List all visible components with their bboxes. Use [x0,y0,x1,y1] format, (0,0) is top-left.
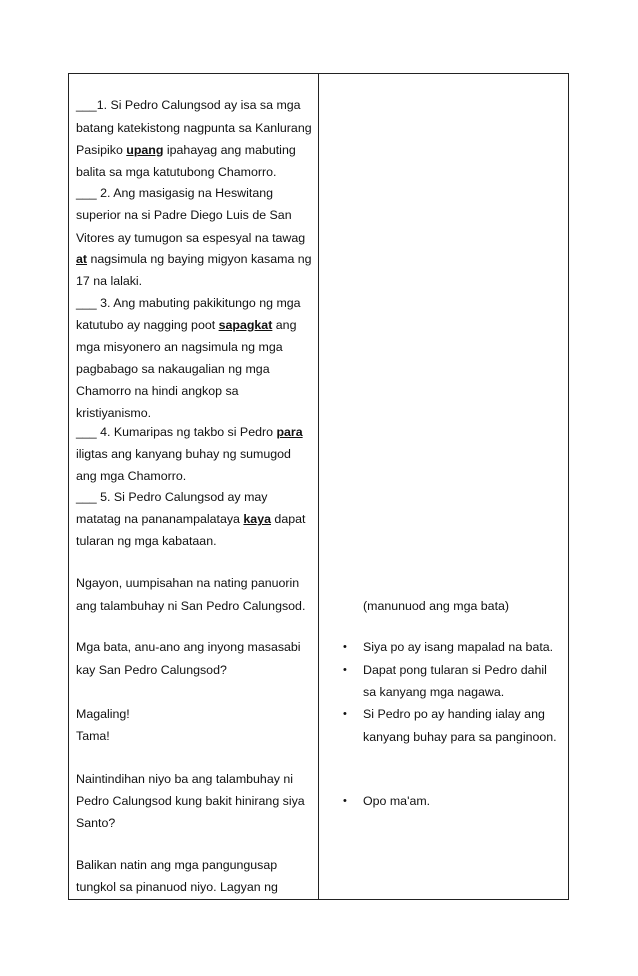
bullet-icon: • [343,708,347,720]
q2-line-2: superior na si Padre Diego Luis de San [76,208,292,222]
bullet-icon: • [343,641,347,653]
p2-line-2: kay San Pedro Calungsod? [76,663,227,677]
column-divider [318,73,319,900]
q5-line-2: matatag na pananampalataya kaya dapat [76,512,306,526]
q1-line-4: balita sa mga katutubong Chamorro. [76,165,277,179]
bullet-icon: • [343,664,347,676]
keyword-para: para [276,425,303,439]
answer-3-line-1: Si Pedro po ay handing ialay ang [363,707,545,721]
keyword-sapagkat: sapagkat [218,318,273,332]
p5-line-1: Balikan natin ang mga pangungusap [76,858,278,872]
q3-line-5: Chamorro na hindi angkop sa [76,384,239,398]
q5-line-3: tularan ng mga kabataan. [76,534,217,548]
q5-line-1: ___ 5. Si Pedro Calungsod ay may [76,490,268,504]
answer-3-line-2: kanyang buhay para sa panginoon. [363,730,557,744]
q3-line-3: mga misyonero an nagsimula ng mga [76,340,283,354]
answer-1: Siya po ay isang mapalad na bata. [363,640,554,654]
p1-line-1: Ngayon, uumpisahan na nating panuorin [76,576,300,590]
q1-line-1: ___1. Si Pedro Calungsod ay isa sa mga [76,98,301,112]
q1-line-2: batang katekistong nagpunta sa Kanlurang [76,121,312,135]
p4-line-3: Santo? [76,816,116,830]
q3-line-1: ___ 3. Ang mabuting pakikitungo ng mga [76,296,301,310]
q2-line-3: Vitores ay tumugon sa espesyal na tawag [76,231,306,245]
answer-2-line-2: sa kanyang mga nagawa. [363,685,505,699]
p3-line-2: Tama! [76,729,110,743]
keyword-at: at [76,252,88,266]
q2-line-5: 17 na lalaki. [76,274,143,288]
p2-line-1: Mga bata, anu-ano ang inyong masasabi [76,640,301,654]
q4-line-2: iligtas ang kanyang buhay ng sumugod [76,447,291,461]
q3-line-4: pagbabago sa nakaugalian ng mga [76,362,270,376]
q1-line-3: Pasipiko upang ipahayag ang mabuting [76,143,296,157]
q4-line-3: ang mga Chamorro. [76,469,187,483]
p3-line-1: Magaling! [76,707,130,721]
q3-line-6: kristiyanismo. [76,406,152,420]
answer-4: Opo ma'am. [363,794,431,808]
p4-line-1: Naintindihan niyo ba ang talambuhay ni [76,772,293,786]
keyword-upang: upang [126,143,164,157]
q3-line-2: katutubo ay nagging poot sapagkat ang [76,318,297,332]
answer-2-line-1: Dapat pong tularan si Pedro dahil [363,663,547,677]
p5-line-2: tungkol sa pinanuod niyo. Lagyan ng [76,880,278,894]
student-response-watch: (manunuod ang mga bata) [363,599,510,613]
keyword-kaya: kaya [243,512,271,526]
q4-line-1: ___ 4. Kumaripas ng takbo si Pedro para [76,425,303,439]
bullet-icon: • [343,795,347,807]
q2-line-1: ___ 2. Ang masigasig na Heswitang [76,186,273,200]
p4-line-2: Pedro Calungsod kung bakit hinirang siya [76,794,305,808]
q2-line-4: at nagsimula ng baying migyon kasama ng [76,252,312,266]
p1-line-2: ang talambuhay ni San Pedro Calungsod. [76,599,306,613]
